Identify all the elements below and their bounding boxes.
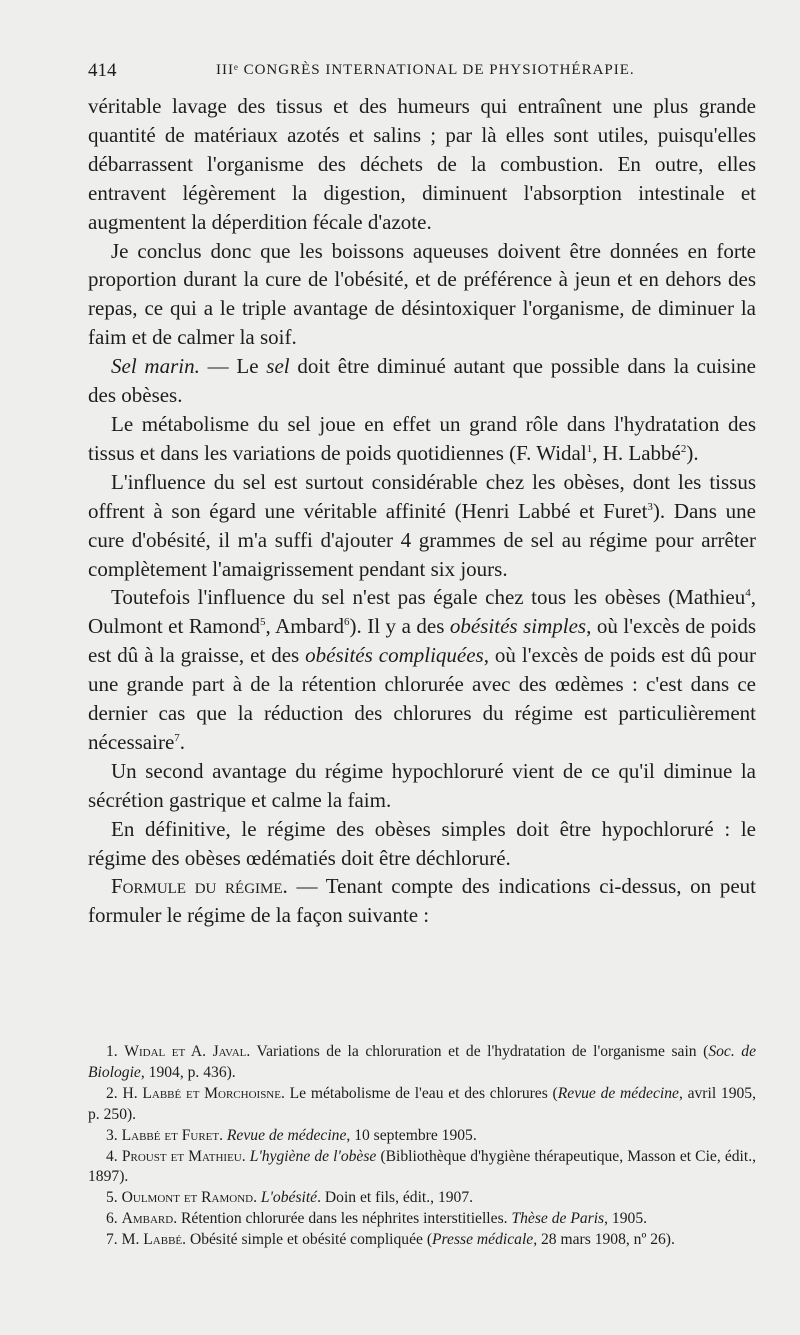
page-number: 414	[88, 60, 117, 81]
paragraph-3: Sel marin. — Le sel doit être diminué autant que possible dans la cuisine des obèses.	[88, 354, 757, 408]
footnote-ref-1[interactable]: 1	[586, 442, 593, 455]
paragraph-9: Formule du régime. — Tenant compte des indications ci-dessus, on peut formuler le régime de la façon suivante :	[88, 874, 756, 928]
footnote-1: 1. Widal et A. Javal. Variations de la chloruration et de l'hydratation de l'organisme sain (Soc. de Biologie, 1904, p. 436).	[88, 1043, 756, 1081]
footnote-5: 5. Oulmont et Ramond. L'obésité. Doin et fils, édit., 1907.	[106, 1189, 474, 1207]
paragraph-6: Toutefois l'influence du sel n'est pas égale chez tous les obèses (Mathieu$^4$, Oulmont et Ramond$^5$, Ambard$^6$). Il y a des obésités simples, où l'excès de poids est dû à la graisse, et des obésités compliquées, où l'excès de poids est dû pour une grande part à de la rétention chlorurée avec des œdèmes : c'est dans ce dernier cas que la réduction des chlorures du régime est particulièrement nécessaire$^7$.	[88, 585, 756, 754]
footnote-ref-5[interactable]: 5	[260, 616, 266, 629]
section-lead-formule: Formule du régime.	[111, 874, 288, 899]
running-head: IIIᵉ CONGRÈS INTERNATIONAL DE PHYSIOTHÉRAPIE.	[216, 62, 635, 78]
paragraph-8: En définitive, le régime des obèses simples doit être hypochloruré : le régime des obèses œdématiés doit être déchloruré.	[88, 816, 756, 870]
footnote-7: 7. M. Labbé. Obésité simple et obésité compliquée (Presse médicale, 28 mars 1908, nº 26).	[106, 1231, 675, 1249]
footnote-ref-3[interactable]: 3	[647, 500, 653, 513]
footnotes	[88, 1042, 756, 1251]
body-text	[88, 92, 756, 930]
footnote-2: 2. H. Labbé et Morchoisne. Le métabolisme de l'eau et des chlorures (Revue de médecine, avril 1905, p. 250).	[88, 1084, 756, 1123]
paragraph-1: véritable lavage des tissus et des humeurs qui entraînent une plus grande quantité de matériaux azotés et salins ; par là elles sont utiles, puisqu'elles débarrassent l'organisme des déchets de la combustion. En outre, elles entravent légèrement la digestion, diminuent l'absorption intestinale et augmentent la déperdition fécale d'azote.	[88, 94, 756, 234]
paragraph-5: L'influence du sel est surtout considérable chez les obèses, dont les tissus offrent à son égard une véritable affinité (Henri Labbé et Furet$^3$). Dans une cure d'obésité, il m'a suffi d'ajouter 4 grammes de sel au régime pour arrêter complètement l'amaigrissement pendant six jours.	[88, 469, 756, 581]
paragraph-2: Je conclus donc que les boissons aqueuses doivent être données en forte proportion durant la cure de l'obésité, et de préférence à jeun et en dehors des repas, ce qui a le triple avantage de désintoxiquer l'organisme, de diminuer la faim et de calmer la soif.	[88, 238, 756, 350]
footnote-ref-2[interactable]: 2	[680, 442, 687, 455]
footnote-ref-4[interactable]: 4	[745, 587, 751, 600]
footnote-ref-7[interactable]: 7	[174, 731, 180, 744]
paragraph-4: Le métabolisme du sel joue en effet un grand rôle dans l'hydratation des tissus et dans les variations de poids quotidiennes (F. Widal$^1$, H. Labbé$^2$).	[88, 411, 756, 465]
section-lead-sel-marin: Sel marin.	[111, 354, 200, 379]
footnote-3: 3. Labbé et Furet. Revue de médecine, 10 septembre 1905.	[106, 1126, 477, 1144]
footnote-4: 4. Proust et Mathieu. L'hygiène de l'obèse (Bibliothèque d'hygiène thérapeutique, Masson et Cie, édit., 1897).	[88, 1147, 756, 1186]
footnote-ref-6[interactable]: 6	[343, 616, 350, 629]
footnote-6: 6. Ambard. Rétention chlorurée dans les néphrites interstitielles. Thèse de Paris, 1905.	[106, 1210, 648, 1228]
page-header	[88, 60, 756, 84]
paragraph-7: Un second avantage du régime hypochloruré vient de ce qu'il diminue la sécrétion gastrique et calme la faim.	[88, 758, 756, 812]
